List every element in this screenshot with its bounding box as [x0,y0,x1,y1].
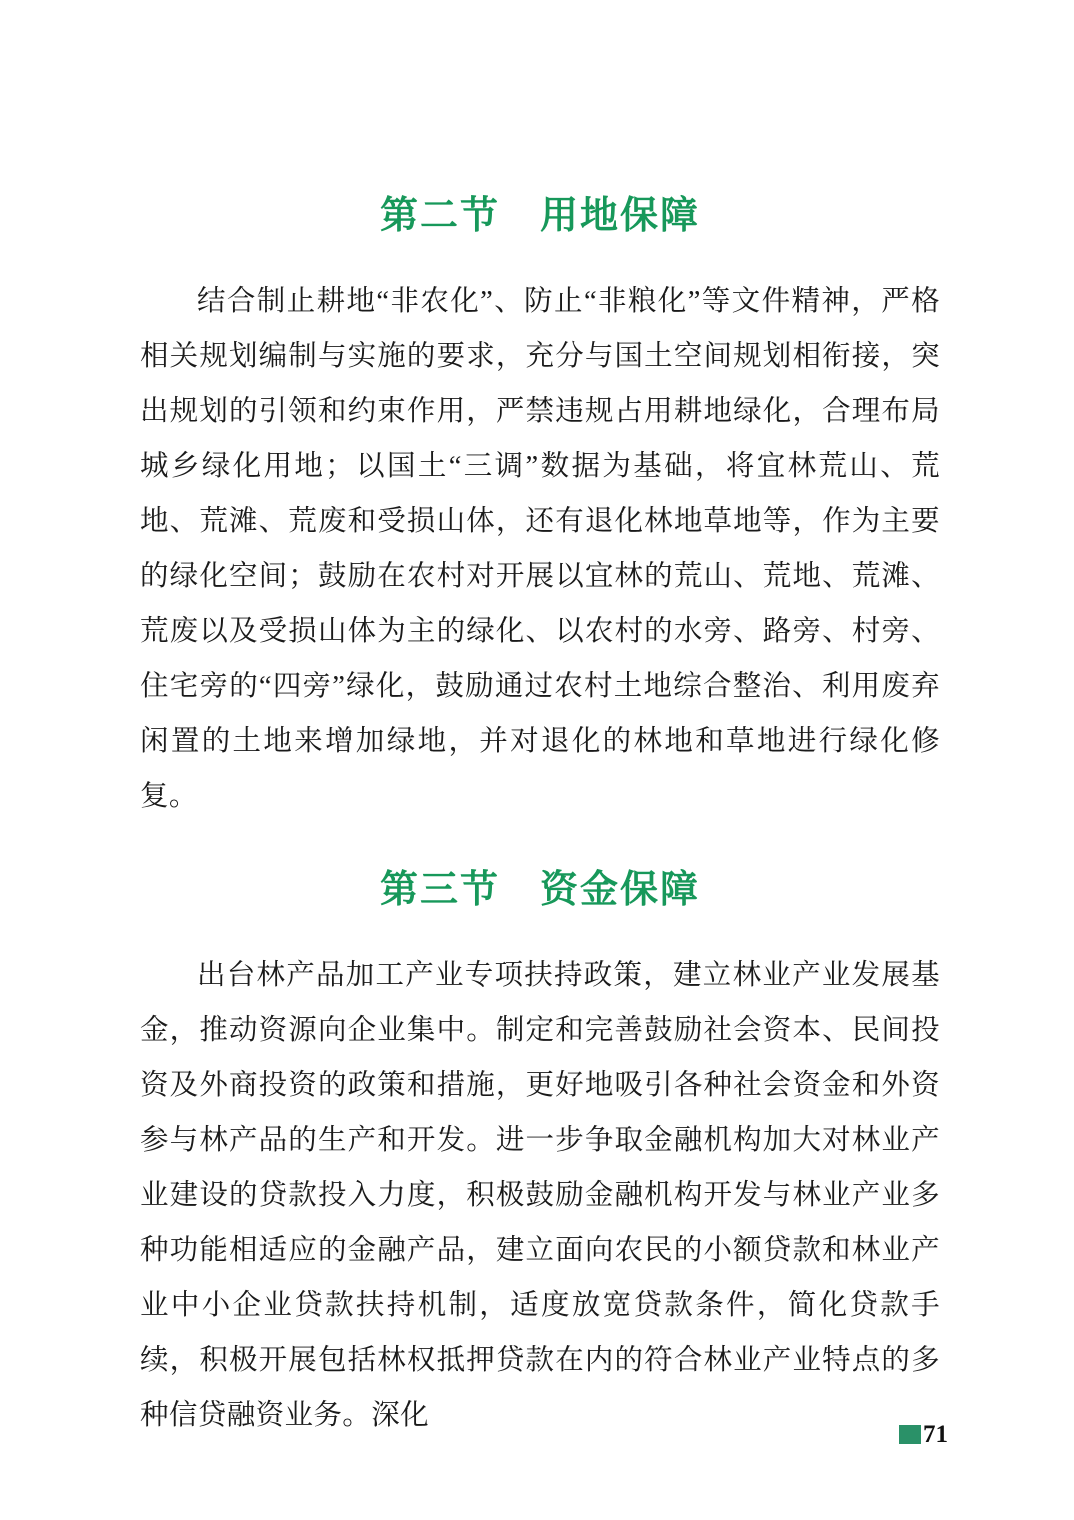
paragraph-funding-guarantee: 出台林产品加工产业专项扶持政策，建立林业产业发展基金，推动资源向企业集中。制定和完善鼓励社会资本、民间投资及外商投资的政策和措施，更好地吸引各种社会资金和外资参与林产品的生产和开发。进一步争取金融机构加大对林业产业建设的贷款投入力度，积极鼓励金融机构开发与林业产业多种功能相适应的金融产品，建立面向农民的小额贷款和林业产业中小企业贷款扶持机制，适度放宽贷款条件，简化贷款手续，积极开展包括林权抵押贷款在内的符合林业产业特点的多种信贷融资业务。深化 [140,960,940,1431]
page-footer [899,1422,948,1447]
section-heading-funding-guarantee: 第三节 资金保障 [379,869,700,911]
page-marker-square-icon [899,1425,921,1444]
section-heading-land-guarantee: 第二节 用地保障 [379,195,700,237]
paragraph-land-guarantee: 结合制止耕地“非农化”、防止“非粮化”等文件精神，严格相关规划编制与实施的要求，充分与国土空间规划相衔接，突出规划的引领和约束作用，严禁违规占用耕地绿化，合理布局城乡绿化用地；以国土“三调”数据为基础，将宜林荒山、荒地、荒滩、荒废和受损山体，还有退化林地草地等，作为主要的绿化空间；鼓励在农村对开展以宜林的荒山、荒地、荒滩、荒废以及受损山体为主的绿化、以农村的水旁、路旁、村旁、住宅旁的“四旁”绿化，鼓励通过农村土地综合整治、利用废弃闲置的土地来增加绿地，并对退化的林地和草地进行绿化修复。 [140,286,940,812]
page-number: 71 [923,1421,948,1448]
